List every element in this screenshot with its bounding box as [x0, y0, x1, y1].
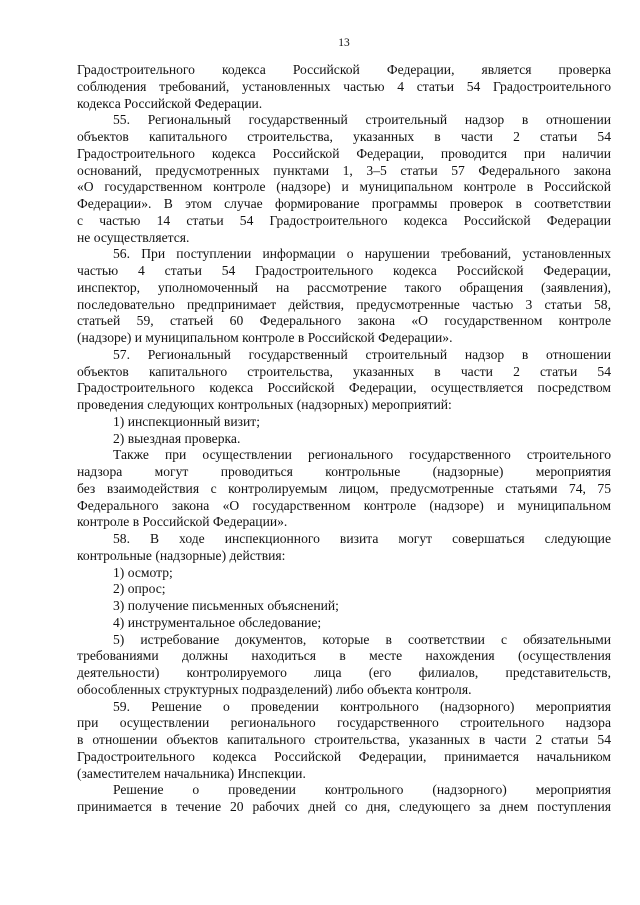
text-line: 4) инструментальное обследование; [113, 614, 322, 630]
text-line: «О государственном контроле (надзоре) и муниципальном контроле в Российской [77, 179, 611, 195]
text-line: проведения следующих контрольных (надзорных) мероприятий: [77, 397, 452, 412]
text-line: Федерации». В этом случае формирование программы проверок в соответствии [77, 196, 611, 211]
text-line: принимается в течение 20 рабочих дней со дня, следующего за днем поступления [77, 799, 611, 814]
document-body [77, 62, 611, 816]
text-line: 58. В ходе инспекционного визита могут совершаться следующие [113, 531, 611, 546]
text-line: частью 4 статьи 54 Градостроительного кодекса Российской Федерации, [77, 263, 611, 278]
page-number: 13 [338, 37, 350, 49]
text-line: обособленных структурных подразделений) либо объекта контроля. [77, 681, 472, 697]
text-line: без взаимодействия с контролируемым лицом, предусмотренные статьями 74, 75 [77, 480, 611, 496]
text-line: 2) опрос; [113, 581, 166, 597]
text-line: в отношении объектов капитального строительства, указанных в части 2 статьи 54 [77, 732, 611, 747]
text-line: соблюдения требований, установленных частью 4 статьи 54 Градостроительного [77, 78, 611, 94]
text-line: Решение о проведении контрольного (надзорного) мероприятия [113, 782, 611, 798]
text-line: инспектор, уполномоченный на рассмотрение такого обращения (заявления), [77, 279, 611, 295]
text-line: объектов капитального строительства, указанных в части 2 статьи 54 [77, 129, 611, 144]
text-line: (надзоре) и муниципальном контроле в Российской Федерации». [77, 330, 453, 345]
text-line: Градостроительного кодекса Российской Федерации, принимается начальником [77, 748, 611, 764]
text-line: 56. При поступлении информации о нарушении требований, установленных [113, 246, 611, 262]
text-line: с частью 14 статьи 54 Градостроительного кодекса Российской Федерации [77, 212, 611, 228]
text-line: Федерального закона «О государственном контроле (надзоре) и муниципальном [77, 497, 611, 513]
text-line: 3) получение письменных объяснений; [113, 598, 339, 613]
text-line: объектов капитального строительства, указанных в части 2 статьи 54 [77, 363, 611, 379]
text-line: Градостроительного кодекса Российской Федерации, является проверка [77, 62, 611, 77]
text-line: не осуществляется. [77, 229, 190, 245]
text-line: 55. Региональный государственный строительный надзор в отношении [113, 112, 611, 128]
text-line: Также при осуществлении регионального государственного строительного [113, 447, 611, 463]
text-line: (заместителем начальника) Инспекции. [77, 765, 306, 781]
text-line: 1) осмотр; [113, 564, 173, 580]
text-line: Градостроительного кодекса Российской Федерации, проводится при наличии [77, 145, 611, 161]
text-line: последовательно предпринимает действия, предусмотренные частью 3 статьи 58, [77, 296, 611, 312]
text-line: Градостроительного кодекса Российской Федерации, осуществляется посредством [77, 380, 611, 396]
text-line: 2) выездная проверка. [113, 430, 241, 446]
text-line: деятельности) контролируемого лица (его филиалов, представительств, [77, 665, 611, 680]
text-line: требованиями должны находиться в месте нахождения (осуществления [77, 648, 611, 664]
text-line: кодекса Российской Федерации. [77, 95, 263, 111]
text-line: надзора могут проводиться контрольные (надзорные) мероприятия [77, 464, 611, 479]
text-line: при осуществлении регионального государственного строительного надзора [77, 715, 611, 731]
text-line: статьей 59, статьей 60 Федерального закона «О государственном контроле [77, 313, 611, 329]
text-line: 1) инспекционный визит; [113, 413, 260, 429]
text-line: 57. Региональный государственный строительный надзор в отношении [113, 346, 611, 362]
text-line: оснований, предусмотренных пунктами 1, 3–5 статьи 57 Федерального закона [77, 162, 611, 178]
text-line: 59. Решение о проведении контрольного (надзорного) мероприятия [113, 698, 611, 714]
text-line: 5) истребование документов, которые в соответствии с обязательными [113, 631, 611, 647]
text-line: контрольные (надзорные) действия: [77, 547, 286, 563]
text-line: контроле в Российской Федерации». [77, 514, 288, 530]
